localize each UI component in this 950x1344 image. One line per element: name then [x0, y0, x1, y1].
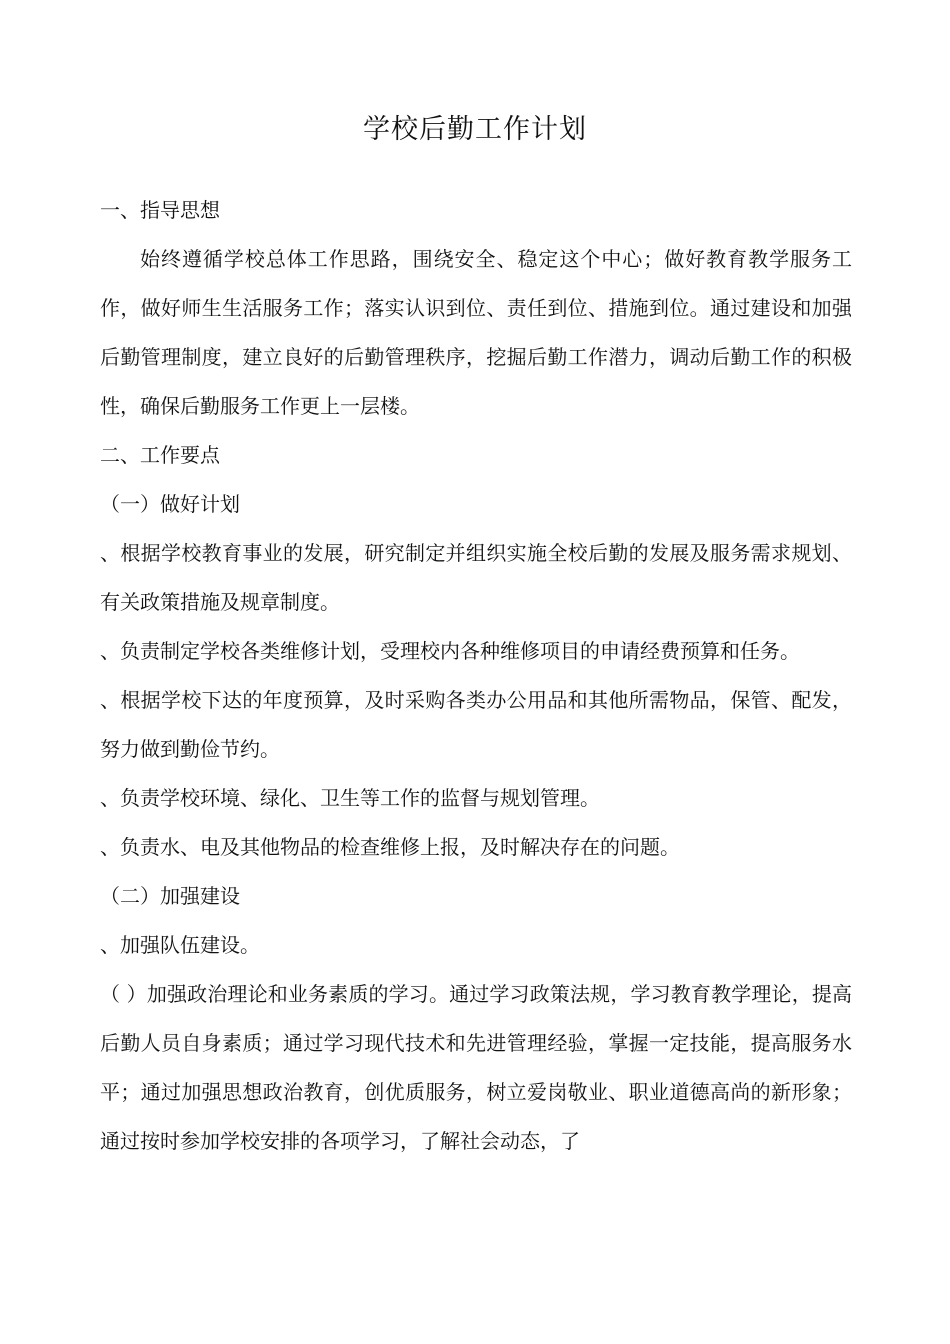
document-title: 学校后勤工作计划: [363, 114, 587, 145]
list-item-planning-5: 、负责水、电及其他物品的检查维修上报，及时解决存在的问题。: [100, 835, 680, 859]
paragraph-political-study: （ ）加强政治理论和业务素质的学习。通过学习政策法规，学习教育教学理论，提高后勤人员自身素质；通过学习现代技术和先进管理经验，掌握一定技能，提高服务水平；通过加强思想政治教育，创优质服务，树立爱岗敬业、职业道德高尚的新形象；通过按时参加学校安排的各项学习，了解社会动态，了: [100, 982, 852, 1153]
document-body: [100, 186, 852, 1166]
list-item-construction-1: 、加强队伍建设。: [100, 933, 260, 957]
section-heading-guiding-ideology: 一、指导思想: [100, 198, 220, 222]
section-heading-work-points: 二、工作要点: [100, 443, 220, 467]
subsection-heading-construction: （二）加强建设: [100, 884, 240, 908]
list-item-planning-3: 、根据学校下达的年度预算，及时采购各类办公用品和其他所需物品，保管、配发，努力做到勤俭节约。: [100, 688, 852, 761]
subsection-heading-planning: （一）做好计划: [100, 492, 240, 516]
paragraph-guiding-ideology: 始终遵循学校总体工作思路，围绕安全、稳定这个中心；做好教育教学服务工作，做好师生生活服务工作；落实认识到位、责任到位、措施到位。通过建设和加强后勤管理制度，建立良好的后勤管理秩序，挖掘后勤工作潜力，调动后勤工作的积极性，确保后勤服务工作更上一层楼。: [100, 247, 852, 418]
list-item-planning-1: 、根据学校教育事业的发展，研究制定并组织实施全校后勤的发展及服务需求规划、有关政策措施及规章制度。: [100, 541, 852, 614]
list-item-planning-4: 、负责学校环境、绿化、卫生等工作的监督与规划管理。: [100, 786, 600, 810]
list-item-planning-2: 、负责制定学校各类维修计划，受理校内各种维修项目的申请经费预算和任务。: [100, 639, 800, 663]
